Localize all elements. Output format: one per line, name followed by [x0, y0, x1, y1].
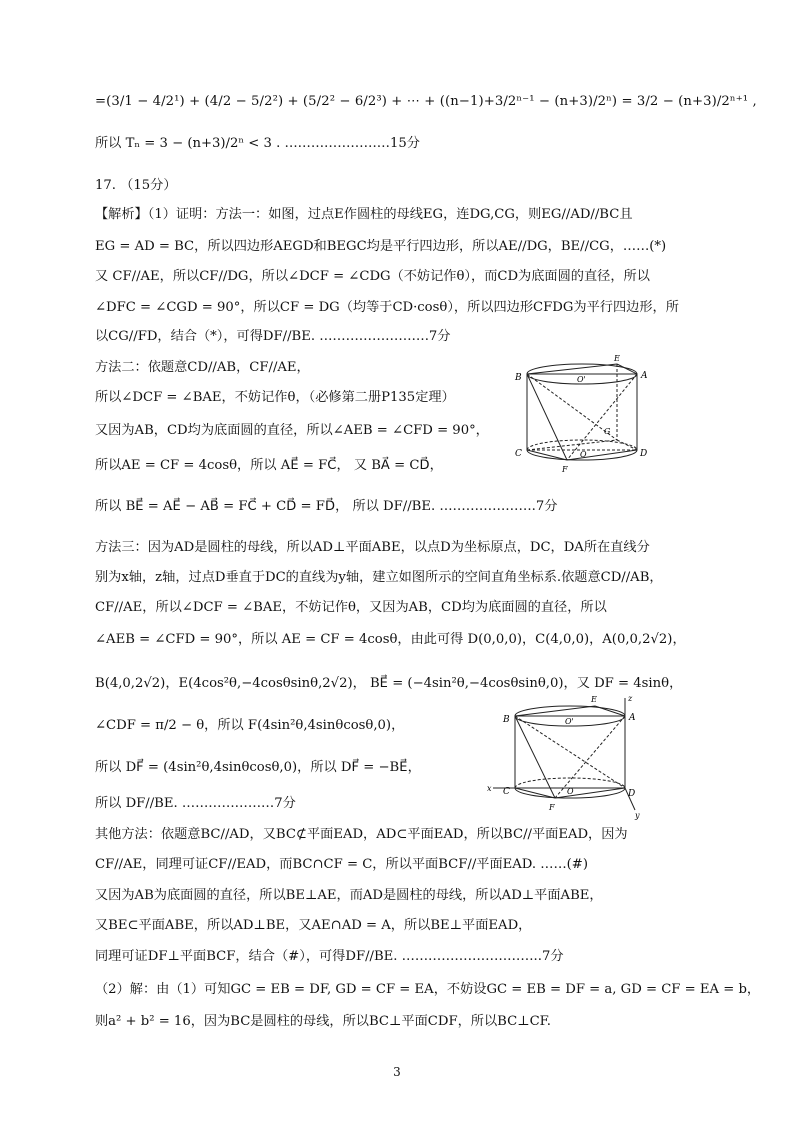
text-line-16: CF//AE，所以∠DCF = ∠BAE，不妨记作θ，又因为AB，CD均为底面圆的直径，所以	[95, 600, 607, 615]
text-line-21: 所以 DF//BE. …………………7分	[95, 796, 296, 811]
text-line-19: ∠CDF = π/2 − θ，所以 F(4sin²θ,4sinθcosθ,0)，	[95, 718, 405, 733]
text-line-6: 又 CF//AE，所以CF//DG，所以∠DCF = ∠CDG（不妨记作θ），而CD为底面圆的直径，所以	[95, 269, 650, 284]
fig2-label-z: z	[628, 694, 633, 703]
fig1-label-g: G	[604, 427, 611, 436]
cylinder-figure-1	[512, 352, 652, 482]
text-line-10: 所以∠DCF = ∠BAE，不妨记作θ，（必修第二册P135定理）	[95, 390, 455, 405]
text-line-7: ∠DFC = ∠CGD = 90°，所以CF = DG（均等于CD·cosθ），所以四边形CFDG为平行四边形，所	[95, 300, 679, 315]
text-line-8: 以CG//FD，结合（*），可得DF//BE. …………………….7分	[95, 329, 451, 344]
text-line-1: =(3/1 − 4/2¹) + (4/2 − 5/2²) + (5/2² − 6/2³) + ⋯ + ((n−1)+3/2ⁿ⁻¹ − (n+3)/2ⁿ) = 3/2 − (n+3)/2ⁿ⁺¹ ,	[95, 94, 757, 109]
fig2-label-e: E	[591, 695, 597, 704]
fig2-label-y: y	[635, 811, 640, 820]
cylinder-figure-2	[485, 692, 645, 822]
fig1-label-d: D	[640, 449, 648, 459]
text-line-20: 所以 DF⃗ = (4sin²θ,4sinθcosθ,0)，所以 DF⃗ = −BE⃗，	[95, 760, 421, 775]
text-line-22: 其他方法：依题意BC//AD，又BC⊄平面EAD，AD⊂平面EAD，所以BC//平面EAD，因为	[95, 827, 628, 842]
text-line-15: 别为x轴，z轴，过点D垂直于DC的直线为y轴，建立如图所示的空间直角坐标系.依题意CD//AB，	[95, 570, 663, 585]
text-line-27: （2）解：由（1）可知GC = EB = DF, GD = CF = EA，不妨设GC = EB = DF = a, GD = CF = EA = b，	[95, 982, 761, 997]
text-line-18: B(4,0,2√2)，E(4cos²θ,−4cosθsinθ,2√2)， BE⃗ = (−4sin²θ,−4cosθsinθ,0)，又 DF = 4sinθ，	[95, 676, 683, 691]
text-line-12: 所以AE = CF = 4cosθ，所以 AE⃗ = FC⃗， 又 BA⃗ = CD⃗，	[95, 458, 443, 473]
text-line-4: 【解析】（1）证明：方法一：如图，过点E作圆柱的母线EG，连DG,CG，则EG//AD//BC且	[95, 207, 633, 222]
text-line-13: 所以 BE⃗ = AE⃗ − AB⃗ = FC⃗ + CD⃗ = FD⃗， 所以 DF//BE. ………………….7分	[95, 499, 558, 514]
fig2-label-o1: O'	[565, 717, 574, 726]
text-line-9: 方法二：依题意CD//AB，CF//AE，	[95, 360, 310, 375]
fig2-label-d: D	[628, 789, 636, 799]
fig1-label-o1: O'	[577, 375, 586, 384]
text-line-25: 又BE⊂平面ABE，所以AD⊥BE，又AE∩AD = A，所以BE⊥平面EAD，	[95, 918, 532, 933]
text-line-2: 所以 Tₙ = 3 − (n+3)/2ⁿ < 3 . ……………………15分	[95, 136, 420, 151]
fig1-label-a: A	[641, 371, 648, 381]
fig1-label-b: B	[515, 373, 522, 383]
text-line-5: EG = AD = BC，所以四边形AEGD和BEGC均是平行四边形，所以AE//DG，BE//CG，……(*)	[95, 239, 667, 254]
text-line-23: CF//AE，同理可证CF//EAD，而BC∩CF = C，所以平面BCF//平面EAD. ……(#)	[95, 857, 589, 872]
fig2-label-f: F	[549, 803, 555, 812]
text-line-11: 又因为AB，CD均为底面圆的直径，所以∠AEB = ∠CFD = 90°，	[95, 423, 489, 438]
fig1-label-c: C	[515, 449, 522, 459]
fig2-label-o: O	[567, 787, 574, 796]
text-line-17: ∠AEB = ∠CFD = 90°，所以 AE = CF = 4cosθ，由此可得 D(0,0,0)，C(4,0,0)，A(0,0,2√2)，	[95, 632, 686, 647]
text-line-14: 方法三：因为AD是圆柱的母线，所以AD⊥平面ABE，以点D为坐标原点，DC，DA所在直线分	[95, 540, 650, 555]
fig2-label-c: C	[503, 787, 510, 797]
page-number: 3	[393, 1065, 401, 1079]
fig2-label-a: A	[629, 713, 636, 723]
fig2-label-b: B	[503, 715, 510, 725]
text-line-26: 同理可证DF⊥平面BCF，结合（#），可得DF//BE. …………………………..7分	[95, 949, 564, 964]
text-line-24: 又因为AB为底面圆的直径，所以BE⊥AE，而AD是圆柱的母线，所以AD⊥平面ABE，	[95, 888, 603, 903]
fig1-label-o: O	[580, 450, 587, 459]
text-line-28: 则a² + b² = 16，因为BC是圆柱的母线，所以BC⊥平面CDF，所以BC⊥CF.	[95, 1014, 551, 1029]
fig1-label-f: F	[562, 465, 568, 474]
fig2-label-x: x	[487, 784, 492, 793]
fig1-label-e: E	[614, 354, 620, 363]
text-line-3: 17. （15分）	[95, 178, 177, 193]
